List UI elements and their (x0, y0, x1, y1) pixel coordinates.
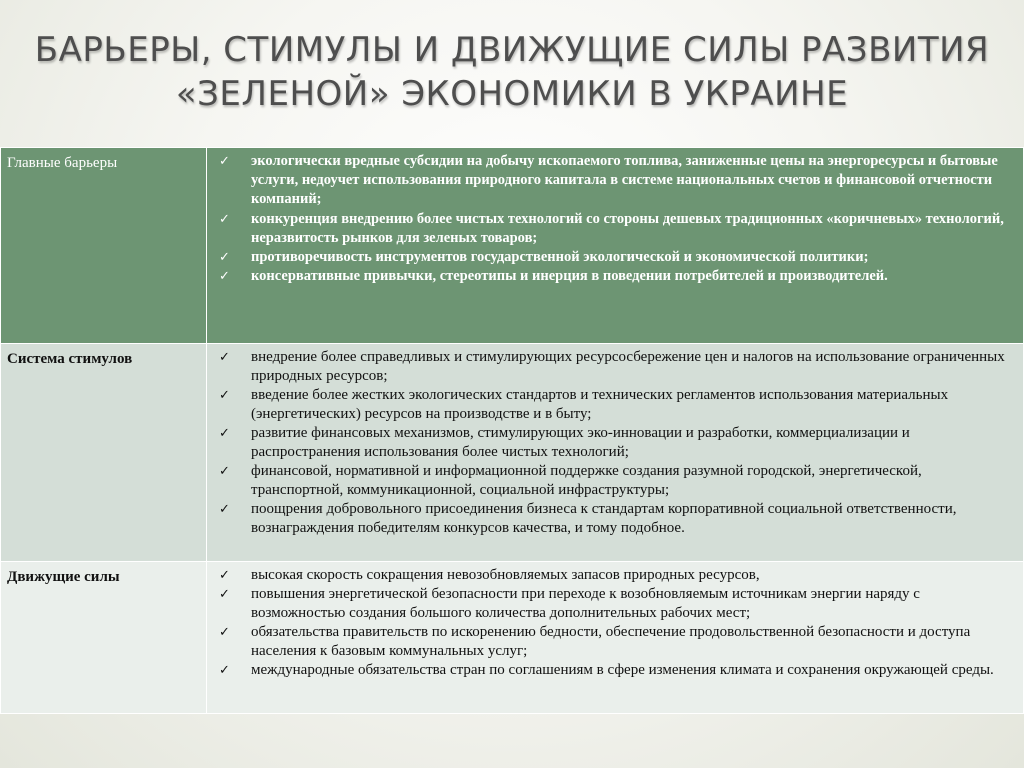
bullet-list (217, 348, 1013, 538)
table-row-drivers (1, 562, 1024, 714)
list-item (217, 348, 1013, 386)
list-item-text: конкуренция внедрению более чистых технологий со стороны дешевых традиционных «коричневых» технологий, неразвитость рынков для зеленых товаров; (251, 210, 1004, 246)
list-item (217, 462, 1013, 500)
row-label: Движущие силы (1, 562, 207, 714)
checkmark-icon: ✓ (219, 388, 230, 403)
list-item-text: финансовой, нормативной и информационной поддержке создания разумной городской, энергетической, транспортной, коммуникационной, социальной инфраструктуры; (251, 463, 922, 498)
checkmark-icon: ✓ (219, 568, 230, 583)
list-item-text: повышения энергетической безопасности при переходе к возобновляемым источникам энергии наряду с возможностью создания большого количества дополнительных рабочих мест; (251, 586, 920, 621)
list-item (217, 152, 1013, 210)
row-label: Главные барьеры (1, 148, 207, 344)
slide-title-line-2: «ЗЕЛЕНОЙ» ЭКОНОМИКИ В УКРАИНЕ (175, 74, 849, 114)
list-item (217, 623, 1013, 661)
checkmark-icon: ✓ (219, 464, 230, 479)
checkmark-icon: ✓ (219, 663, 230, 678)
row-items-cell (207, 344, 1024, 562)
slide-title-line-1: БАРЬЕРЫ, СТИМУЛЫ И ДВИЖУЩИЕ СИЛЫ РАЗВИТИЯ (34, 30, 990, 70)
list-item (217, 210, 1013, 248)
list-item-text: развитие финансовых механизмов, стимулирующих эко-инновации и разработки, коммерциализации и распространения использования более чистых технологий; (251, 425, 910, 460)
list-item (217, 566, 1013, 585)
list-item (217, 248, 1013, 267)
checkmark-icon: ✓ (219, 502, 230, 517)
bullet-list (217, 566, 1013, 680)
list-item-text: противоречивость инструментов государственной экологической и экономической политики; (251, 249, 869, 266)
list-item (217, 386, 1013, 424)
content-table (0, 147, 1024, 714)
checkmark-icon: ✓ (219, 625, 230, 640)
list-item (217, 661, 1013, 680)
list-item-text: введение более жестких экологических стандартов и технических регламентов использования материальных (энергетических) ресурсов на производстве и в быту; (251, 387, 949, 422)
checkmark-icon: ✓ (219, 426, 230, 441)
list-item-text: международные обязательства стран по соглашениям в сфере изменения климата и сохранения окружающей среды. (251, 662, 994, 678)
checkmark-icon: ✓ (219, 269, 230, 285)
checkmark-icon: ✓ (219, 350, 230, 365)
list-item-text: поощрения добровольного присоединения бизнеса к стандартам корпоративной социальной ответственности, вознаграждения победителям конкурсов качества, и тому подобное. (251, 501, 957, 536)
checkmark-icon: ✓ (219, 154, 230, 169)
list-item-text: внедрение более справедливых и стимулирующих ресурсосбережение цен и налогов на использование ограниченных природных ресурсов; (251, 349, 1005, 384)
list-item (217, 585, 1013, 623)
checkmark-icon: ✓ (219, 250, 230, 266)
list-item-text: экологически вредные субсидии на добычу ископаемого топлива, заниженные цены на энергоресурсы и бытовые услуги, недоучет использования природного капитала в системе национальных счетов и финансовой отчетности компаний; (251, 153, 998, 208)
list-item-text: консервативные привычки, стереотипы и инерция в поведении потребителей и производителей. (251, 268, 888, 285)
list-item (217, 424, 1013, 462)
bullet-list (217, 152, 1013, 286)
list-item (217, 267, 1013, 286)
list-item-text: обязательства правительств по искоренению бедности, обеспечение продовольственной безопасности и доступа населения к базовым коммунальных услуг; (251, 624, 971, 659)
row-items-cell (207, 562, 1024, 714)
list-item (217, 500, 1013, 538)
list-item-text: высокая скорость сокращения невозобновляемых запасов природных ресурсов, (251, 567, 760, 583)
row-items-cell (207, 148, 1024, 344)
slide-title (0, 28, 1024, 128)
table-row-barriers (1, 148, 1024, 344)
row-label: Система стимулов (1, 344, 207, 562)
checkmark-icon: ✓ (219, 211, 230, 227)
checkmark-icon: ✓ (219, 587, 230, 602)
table-row-stimuli (1, 344, 1024, 562)
